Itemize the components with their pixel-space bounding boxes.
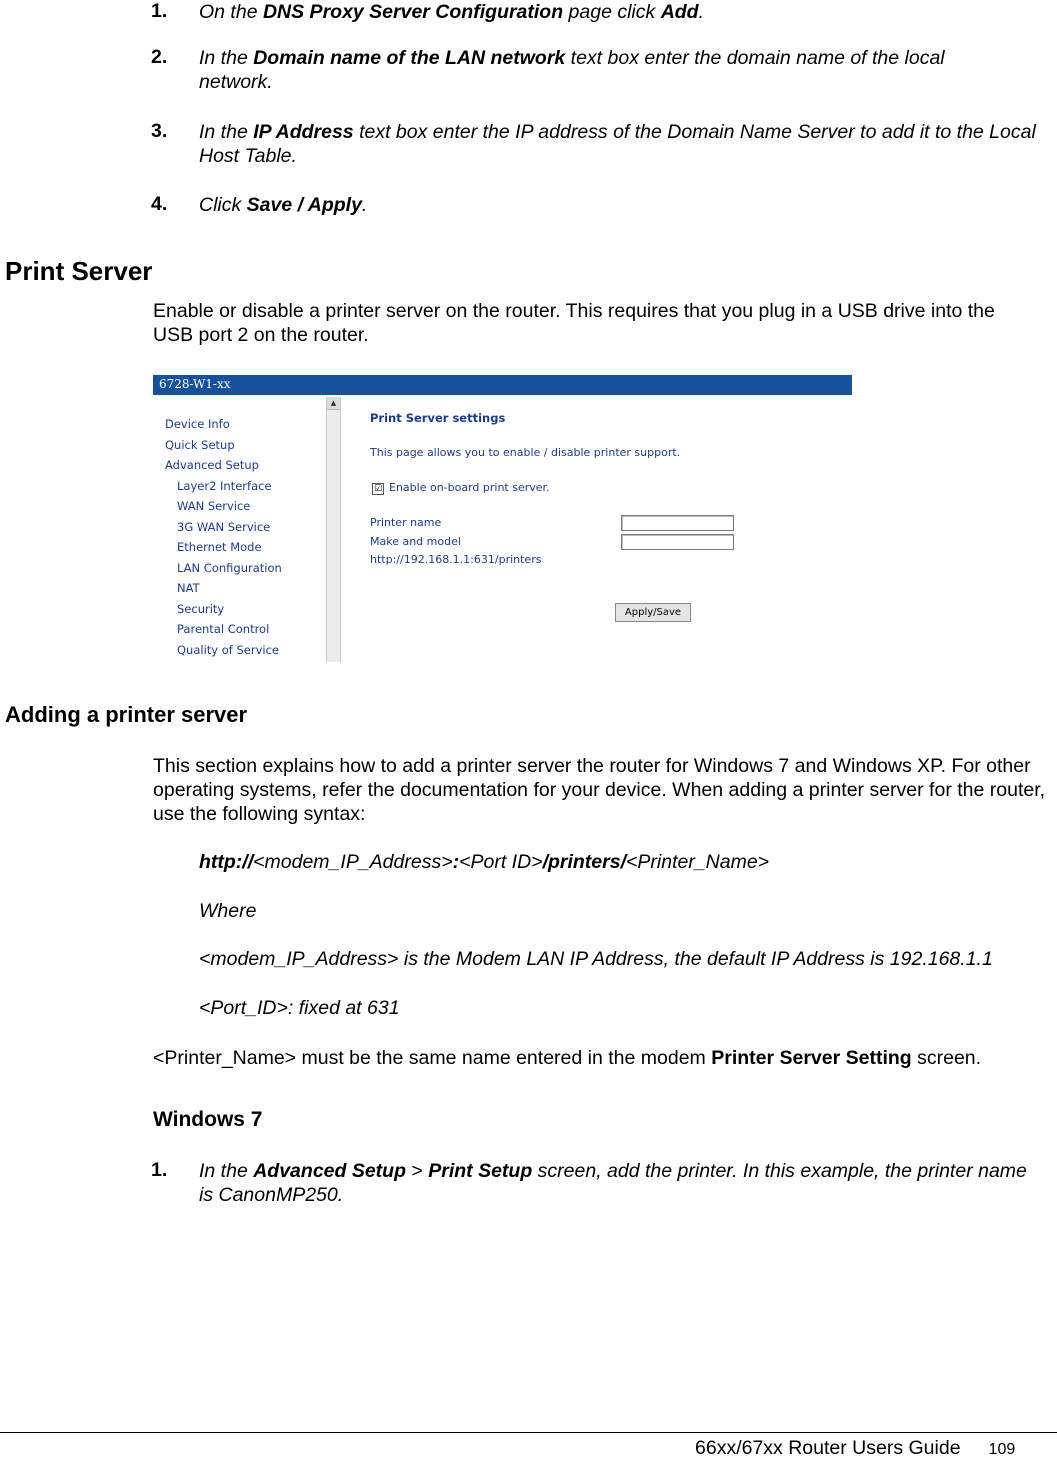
enable-print-server-label: Enable on-board print server. xyxy=(389,481,550,494)
window-title: 6728-W1-xx xyxy=(159,377,231,391)
enable-print-server-checkbox[interactable]: ☑ xyxy=(373,484,383,494)
adding-printer-intro: This section explains how to add a printer server the router for Windows 7 and Windows XP. For other operating systems, refer the documentation for your device. When adding a printer server for the router, use the following syntax: xyxy=(153,755,1046,825)
step-number: 4. xyxy=(151,193,168,215)
syntax-line: http://<modem_IP_Address>:<Port ID>/printers/<Printer_Name> xyxy=(199,851,770,873)
page-number: 109 xyxy=(988,1441,1016,1458)
step-text: In the Domain name of the LAN network text box enter the domain name of the local network. xyxy=(199,47,945,93)
step-text: Click Save / Apply. xyxy=(199,194,368,216)
nav-scrollbar[interactable] xyxy=(326,397,341,662)
nav-item-quality-of-service[interactable]: Quality of Service xyxy=(177,643,279,657)
apply-save-button[interactable]: Apply/Save xyxy=(615,603,691,622)
printer-name-input[interactable] xyxy=(621,515,734,531)
guide-title: 66xx/67xx Router Users Guide xyxy=(695,1437,961,1459)
print-server-heading: Print Server xyxy=(5,256,153,286)
window-title-bar xyxy=(153,375,852,395)
printer-url: http://192.168.1.1:631/printers xyxy=(370,553,542,566)
scroll-up-icon[interactable]: ▲ xyxy=(327,397,340,410)
printer-name-label: Printer name xyxy=(370,516,442,529)
step-number: 2. xyxy=(151,46,168,68)
where-label: Where xyxy=(199,900,257,922)
nav-item-lan-configuration[interactable]: LAN Configuration xyxy=(177,561,282,575)
nav-item-advanced-setup[interactable]: Advanced Setup xyxy=(165,458,259,472)
step-text: In the Advanced Setup > Print Setup screen, add the printer. In this example, the printer name is CanonMP250. xyxy=(199,1160,1027,1206)
step-text: In the IP Address text box enter the IP address of the Domain Name Server to add it to the Local Host Table. xyxy=(199,121,1036,167)
nav-item-security[interactable]: Security xyxy=(177,602,225,616)
step-text: On the DNS Proxy Server Configuration page click Add. xyxy=(199,1,705,23)
make-model-label: Make and model xyxy=(370,535,461,548)
step-number: 1. xyxy=(151,0,168,22)
nav-item-parental-control[interactable]: Parental Control xyxy=(177,622,270,636)
settings-page-title: Print Server settings xyxy=(370,411,506,425)
windows7-heading: Windows 7 xyxy=(153,1108,263,1131)
nav-item-3g-wan-service[interactable]: 3G WAN Service xyxy=(177,520,271,534)
page-footer xyxy=(695,1437,1015,1460)
port-id-description: <Port_ID>: fixed at 631 xyxy=(199,997,400,1019)
nav-item-ethernet-mode[interactable]: Ethernet Mode xyxy=(177,540,262,554)
step-number: 3. xyxy=(151,120,168,142)
nav-item-quick-setup[interactable]: Quick Setup xyxy=(165,438,235,452)
modem-ip-description: <modem_IP_Address> is the Modem LAN IP Address, the default IP Address is 192.168.1.1 xyxy=(199,948,993,970)
settings-description: This page allows you to enable / disable printer support. xyxy=(370,446,681,459)
footer-divider xyxy=(0,1432,1057,1433)
adding-printer-heading: Adding a printer server xyxy=(5,702,248,727)
nav-item-device-info[interactable]: Device Info xyxy=(165,417,230,431)
step-number: 1. xyxy=(151,1159,168,1181)
make-model-input[interactable] xyxy=(621,534,734,550)
print-server-intro: Enable or disable a printer server on the router. This requires that you plug in a USB drive into the USB port 2 on the router. xyxy=(153,300,995,346)
nav-item-wan-service[interactable]: WAN Service xyxy=(177,499,251,513)
printer-name-note: <Printer_Name> must be the same name entered in the modem Printer Server Setting screen. xyxy=(153,1047,982,1069)
nav-item-layer2-interface[interactable]: Layer2 Interface xyxy=(177,479,272,493)
print-server-screenshot xyxy=(153,375,852,662)
nav-menu xyxy=(153,395,325,662)
nav-item-nat[interactable]: NAT xyxy=(177,581,200,595)
